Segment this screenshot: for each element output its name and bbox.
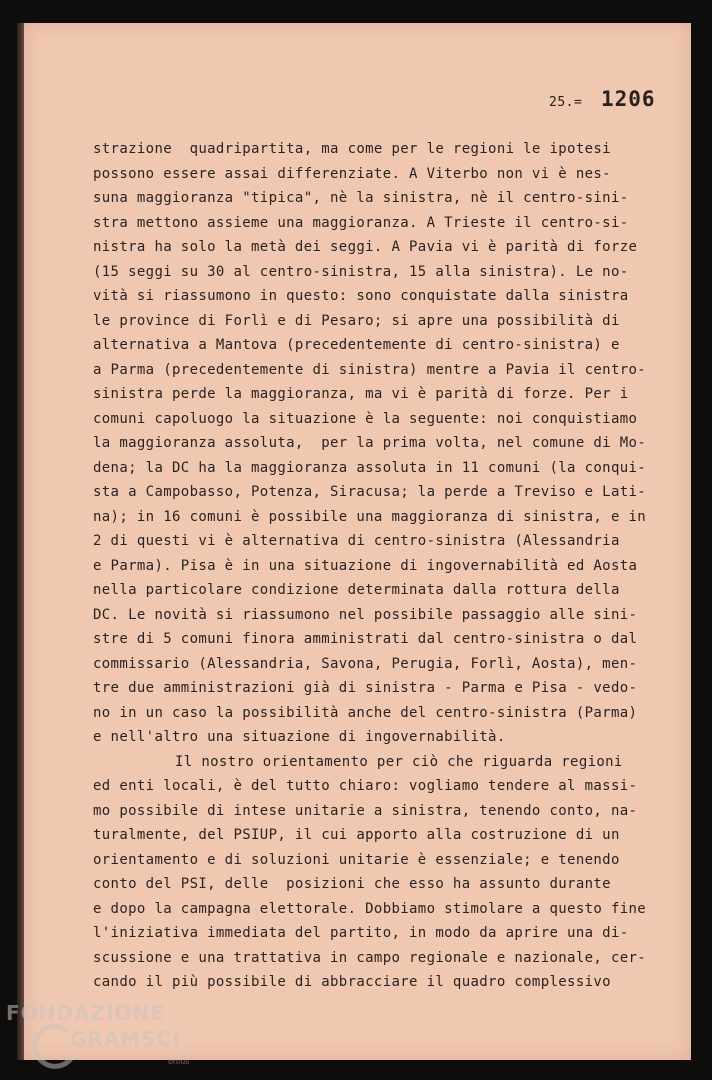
fondazione-gramsci-watermark <box>6 1001 190 1073</box>
text-line: commissario (Alessandria, Savona, Perugia, Forlì, Aosta), men- <box>93 655 638 672</box>
archive-page-number: 1206 <box>601 87 656 111</box>
text-line: strazione quadripartita, ma come per le regioni le ipotesi <box>93 141 611 157</box>
text-line: no in un caso la possibilità anche del centro-sinistra (Parma) <box>93 704 638 721</box>
text-line: mo possibile di intese unitarie a sinistra, tenendo conto, na- <box>93 802 638 819</box>
text-line: comuni capoluogo la situazione è la seguente: noi conquistiamo <box>93 410 638 427</box>
page-number-header <box>549 87 656 111</box>
paragraph-2 <box>93 750 653 995</box>
document-body <box>93 137 653 995</box>
watermark-line-1: FONDAZIONE <box>6 1001 165 1025</box>
text-line: e Parma). Pisa è in una situazione di ingovernabilità ed Aosta <box>93 557 638 574</box>
text-line: possono essere assai differenziate. A Viterbo non vi è nes- <box>93 165 611 182</box>
text-line: sinistra perde la maggioranza, ma vi è parità di forze. Per i <box>93 386 629 402</box>
text-line: vità si riassumono in questo: sono conquistate dalla sinistra <box>93 288 629 304</box>
text-line: nella particolare condizione determinata dalla rottura della <box>93 582 620 598</box>
text-line: turalmente, del PSIUP, il cui apporto alla costruzione di un <box>93 827 620 843</box>
text-line: Il nostro orientamento per ciò che riguarda regioni <box>175 753 623 770</box>
text-line: nistra ha solo la metà dei seggi. A Pavia vi è parità di forze <box>93 239 638 255</box>
text-line: suna maggioranza "tipica", nè la sinistra, nè il centro-sini- <box>93 190 629 206</box>
text-line: dena; la DC ha la maggioranza assoluta in 11 comuni (la conqui- <box>93 459 647 476</box>
text-line: l'iniziativa immediata del partito, in modo da aprire una di- <box>93 925 629 941</box>
text-line: le province di Forlì e di Pesaro; si apre una possibilità di <box>93 312 620 329</box>
text-line: 2 di questi vi è alternativa di centro-sinistra (Alessandria <box>93 533 620 549</box>
text-line: (15 seggi su 30 al centro-sinistra, 15 alla sinistra). Le no- <box>93 263 629 280</box>
text-line: DC. Le novità si riassumono nel possibile passaggio alle sini- <box>93 606 638 623</box>
text-line: tre due amministrazioni già di sinistra - Parma e Pisa - vedo- <box>93 680 638 696</box>
text-line: orientamento e di soluzioni unitarie è essenziale; e tenendo <box>93 851 620 868</box>
watermark-line-2: GRAMSCI <box>70 1027 181 1051</box>
page-marker: 25.= <box>549 95 583 110</box>
text-line: alternativa a Mantova (precedentemente di centro-sinistra) e <box>93 337 620 353</box>
text-line: conto del PSI, delle posizioni che esso ha assunto durante <box>93 876 611 892</box>
text-line: ed enti locali, è del tutto chiaro: vogliamo tendere al massi- <box>93 778 638 794</box>
text-line: na); in 16 comuni è possibile una maggioranza di sinistra, e in <box>93 508 647 525</box>
watermark-line-3: onlus <box>168 1057 190 1066</box>
paragraph-1 <box>93 137 653 750</box>
text-line: la maggioranza assoluta, per la prima volta, nel comune di Mo- <box>93 435 647 451</box>
text-line: stra mettono assieme una maggioranza. A Trieste il centro-si- <box>93 214 629 231</box>
text-line: stre di 5 comuni finora amministrati dal centro-sinistra o dal <box>93 631 638 647</box>
text-line: e dopo la campagna elettorale. Dobbiamo stimolare a questo fine <box>93 900 647 917</box>
text-line: sta a Campobasso, Potenza, Siracusa; la perde a Treviso e Lati- <box>93 484 647 500</box>
text-line: cando il più possibile di abbracciare il quadro complessivo <box>93 974 611 990</box>
text-line: a Parma (precedentemente di sinistra) mentre a Pavia il centro- <box>93 361 647 378</box>
text-line: scussione e una trattativa in campo regionale e nazionale, cer- <box>93 949 647 966</box>
text-line: e nell'altro una situazione di ingovernabilità. <box>93 729 506 745</box>
